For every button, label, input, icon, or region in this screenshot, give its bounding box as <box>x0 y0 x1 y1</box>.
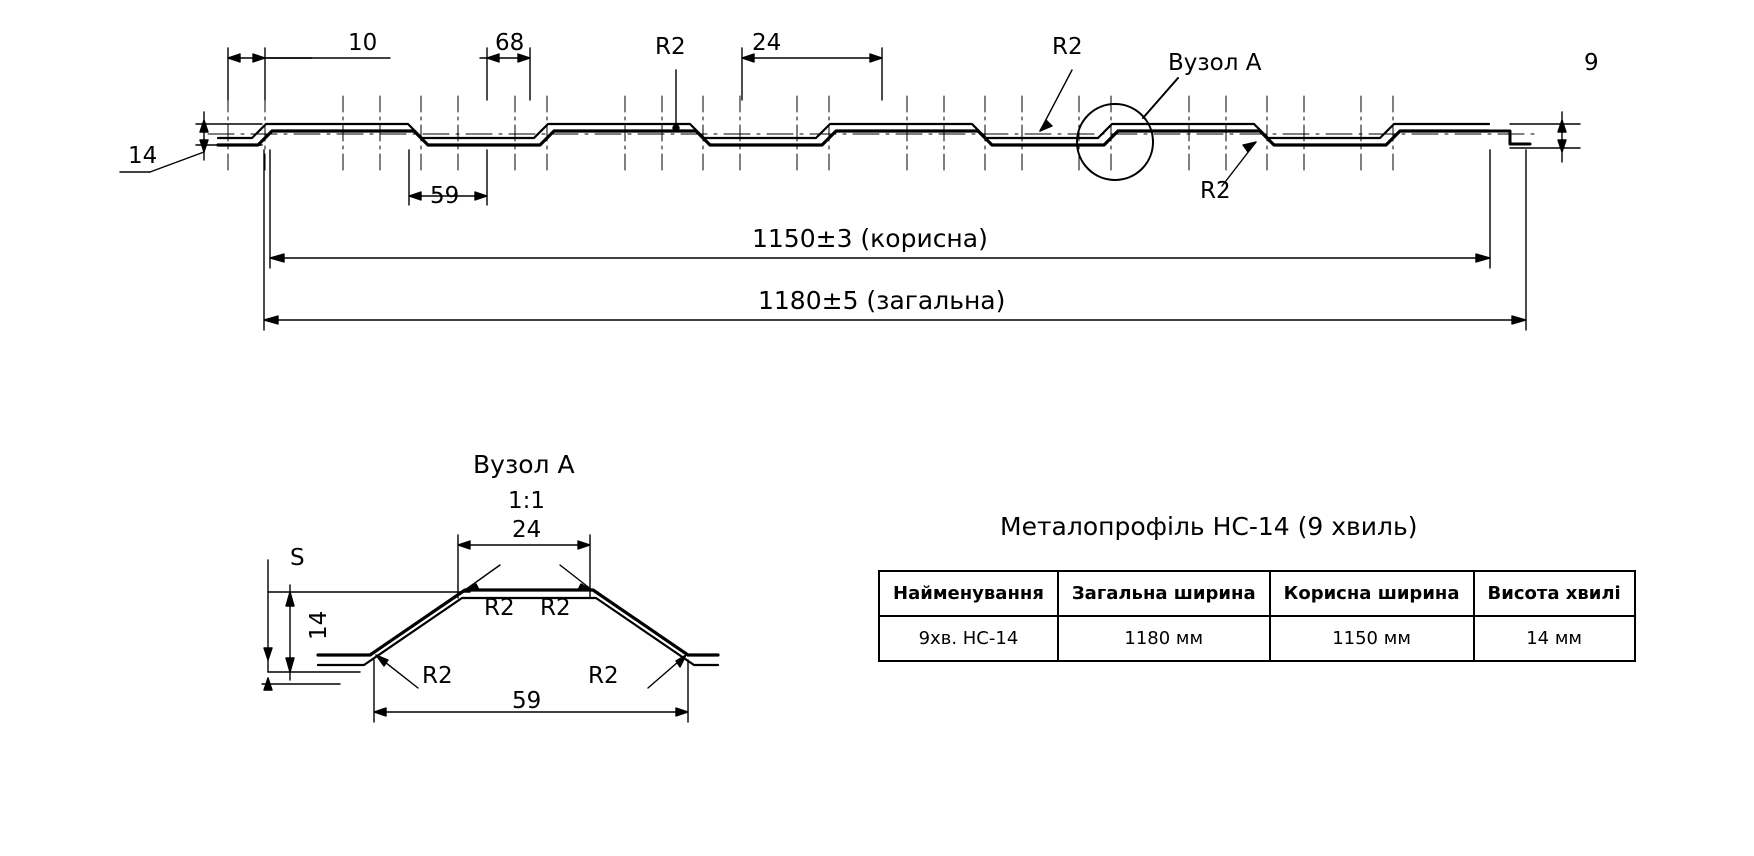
corrugation-centrelines <box>228 96 1393 175</box>
dim-label-68: 68 <box>495 30 525 56</box>
dim-label-detail-S: S <box>290 545 305 571</box>
detail-profile-outline <box>318 590 718 655</box>
table-header-cell: Корисна ширина <box>1270 571 1474 616</box>
dim-label-r2-c: R2 <box>1200 178 1231 204</box>
dim-label-detail-59: 59 <box>512 688 542 714</box>
dim-9-right <box>1510 112 1580 162</box>
dim-label-24: 24 <box>752 30 782 56</box>
dim-label-useful-width: 1150±3 (корисна) <box>752 224 988 253</box>
leader-detail-r2-bottom-right <box>648 655 686 688</box>
detail-view-scale: 1:1 <box>508 488 546 514</box>
leader-detail-r2-bottom-left <box>376 655 418 688</box>
dim-label-total-width: 1180±5 (загальна) <box>758 286 1006 315</box>
dim-label-detail-r2-1: R2 <box>484 595 515 621</box>
leader-r2-top-left <box>673 70 679 131</box>
spec-table <box>878 570 1636 662</box>
table-header-row <box>879 571 1635 616</box>
dim-label-detail-r2-3: R2 <box>422 663 453 689</box>
dim-label-14-top: 14 <box>128 143 158 169</box>
leader-r2-top-right <box>1040 70 1072 131</box>
dim-label-detail-24: 24 <box>512 517 542 543</box>
dim-label-detail-14: 14 <box>306 610 332 640</box>
table-header-cell: Загальна ширина <box>1058 571 1270 616</box>
dim-label-detail-r2-2: R2 <box>540 595 571 621</box>
dim-label-59-top: 59 <box>430 183 460 209</box>
detail-view-title: Вузол А <box>473 450 575 479</box>
detail-circle-node-a <box>1077 78 1178 180</box>
table-cell: 14 мм <box>1474 616 1635 661</box>
table-cell: 1180 мм <box>1058 616 1270 661</box>
dim-label-9: 9 <box>1584 50 1599 76</box>
leader-detail-r2-top-right <box>560 565 592 590</box>
detail-callout-label: Вузол А <box>1168 50 1262 76</box>
dim-label-r2-a: R2 <box>655 34 686 60</box>
spec-table-title: Металопрофіль НС-14 (9 хвиль) <box>1000 512 1418 541</box>
table-header-cell: Висота хвилі <box>1474 571 1635 616</box>
detail-profile-outline-offset <box>318 598 718 665</box>
dim-label-detail-r2-4: R2 <box>588 663 619 689</box>
table-header-cell: Найменування <box>879 571 1058 616</box>
dim-label-10: 10 <box>348 30 378 56</box>
table-cell: 9хв. НС-14 <box>879 616 1058 661</box>
dim-label-r2-b: R2 <box>1052 34 1083 60</box>
leader-detail-r2-top-left <box>465 565 500 590</box>
profile-right-end <box>1489 131 1530 144</box>
table-cell: 1150 мм <box>1270 616 1474 661</box>
table-row <box>879 616 1635 661</box>
